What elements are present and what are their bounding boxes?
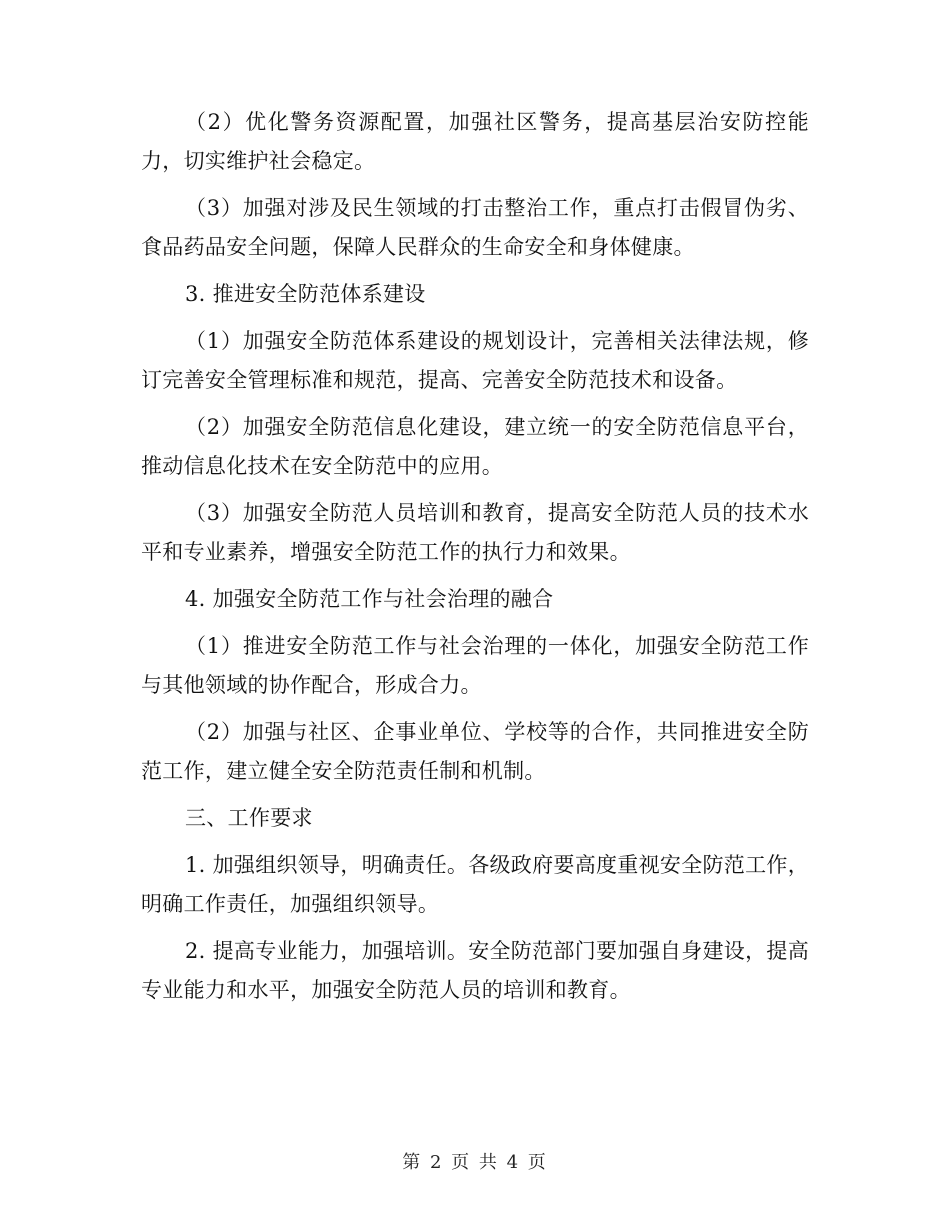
heading-work-requirements: 三、工作要求 bbox=[185, 806, 313, 830]
paragraph-cooperation: （2）加强与社区、企事业单位、学校等的合作，共同推进安全防范工作，建立健全安全防范责任制和机制。 bbox=[141, 720, 809, 783]
paragraph-integration: （1）推进安全防范工作与社会治理的一体化，加强安全防范工作与其他领域的协作配合，形成合力。 bbox=[141, 634, 809, 697]
paragraph-professional-ability: 2. 提高专业能力，加强培训。安全防范部门要加强自身建设，提高专业能力和水平，加强安全防范人员的培训和教育。 bbox=[141, 939, 810, 1002]
paragraph-optimize-police: （2）优化警务资源配置，加强社区警务，提高基层治安防控能力，切实维护社会稳定。 bbox=[141, 110, 809, 173]
heading-security-system: 3. 推进安全防范体系建设 bbox=[185, 282, 426, 306]
document-body bbox=[141, 103, 809, 1018]
paragraph-informatization: （2）加强安全防范信息化建设，建立统一的安全防范信息平台，推动信息化技术在安全防范中的应用。 bbox=[141, 415, 809, 478]
heading-governance-integration: 4. 加强安全防范工作与社会治理的融合 bbox=[185, 587, 554, 611]
paragraph-leadership: 1. 加强组织领导，明确责任。各级政府要高度重视安全防范工作，明确工作责任，加强组织领导。 bbox=[141, 853, 810, 916]
paragraph-training: （3）加强安全防范人员培训和教育，提高安全防范人员的技术水平和专业素养，增强安全防范工作的执行力和效果。 bbox=[141, 501, 809, 564]
page-number-footer: 第 2 页 共 4 页 bbox=[402, 1152, 548, 1173]
paragraph-system-planning: （1）加强安全防范体系建设的规划设计，完善相关法律法规，修订完善安全管理标准和规范，提高、完善安全防范技术和设备。 bbox=[141, 329, 809, 392]
paragraph-livelihood-crackdown: （3）加强对涉及民生领域的打击整治工作，重点打击假冒伪劣、食品药品安全问题，保障人民群众的生命安全和身体健康。 bbox=[141, 196, 809, 259]
